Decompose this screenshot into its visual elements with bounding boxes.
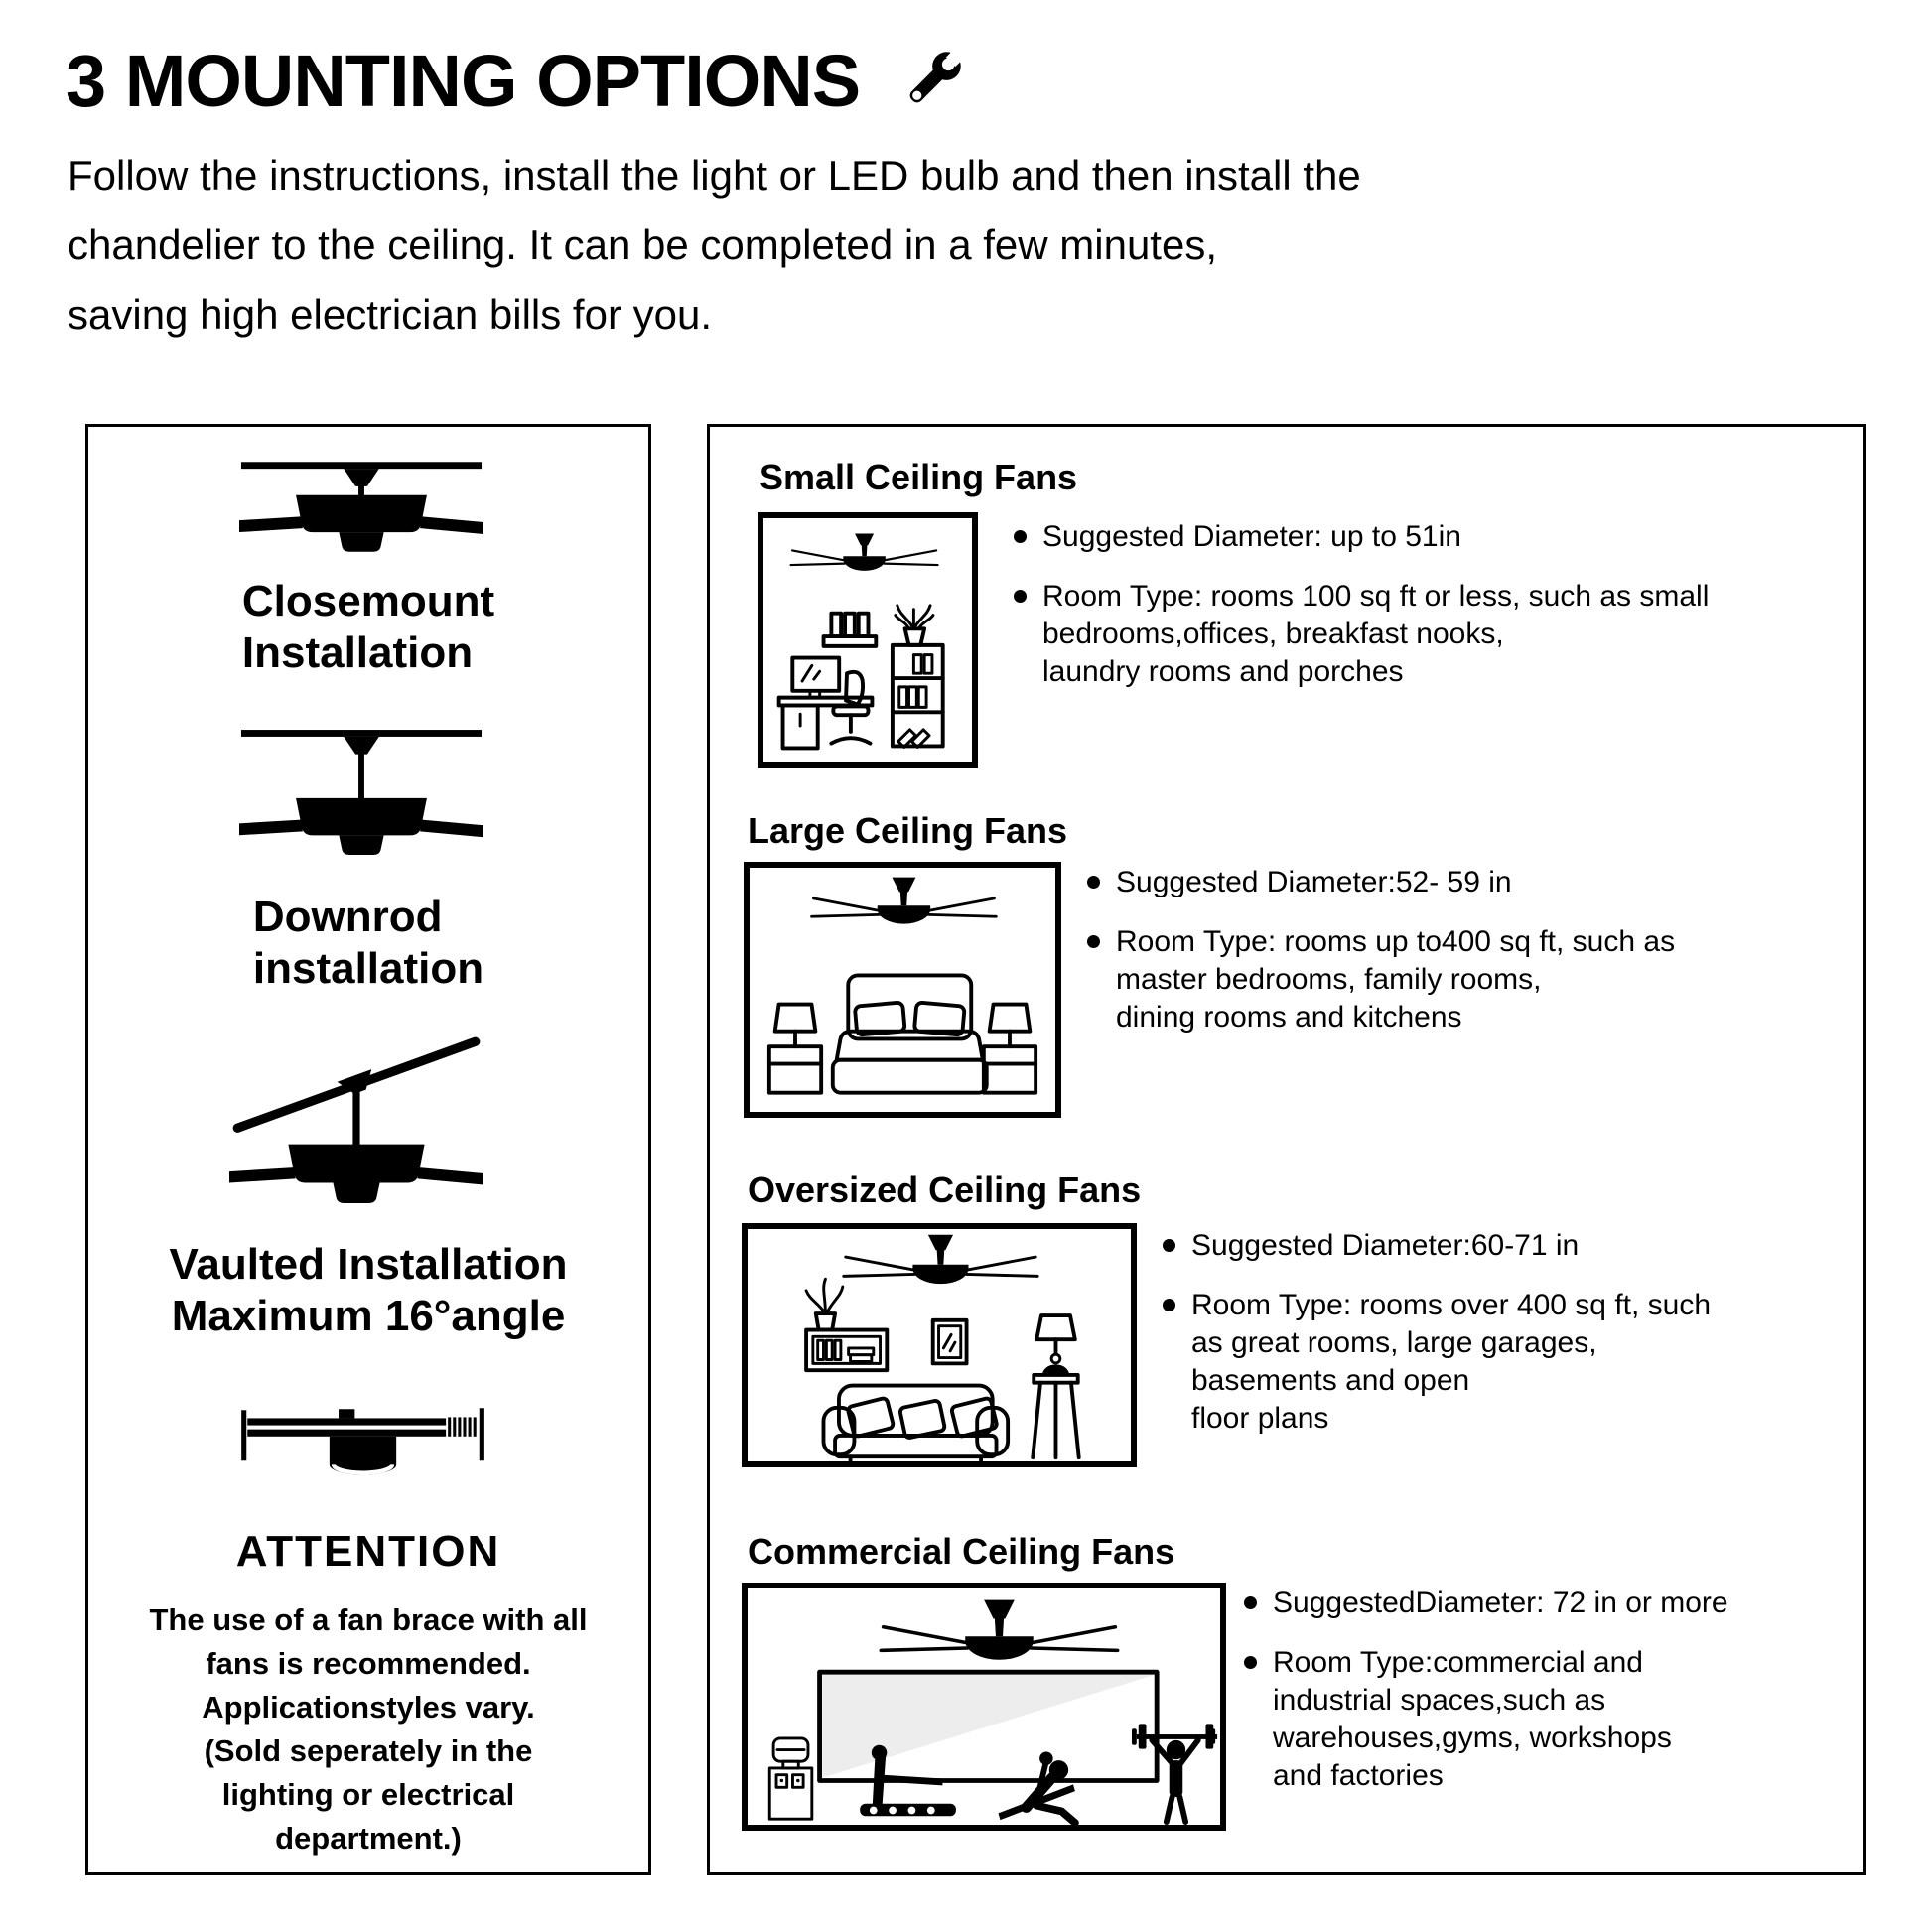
closemount-fan-icon: [239, 462, 483, 555]
intro-line: Follow the instructions, install the light or LED bulb and then install the: [68, 152, 1361, 199]
living-room-illustration: [742, 1223, 1137, 1467]
wrench-icon: [890, 36, 973, 127]
bullet-item: Suggested Diameter:52- 59 in: [1087, 864, 1675, 901]
bullet-dot: [1014, 530, 1027, 543]
small-fan-bullets: [1014, 518, 1709, 691]
bullet-dot: [1087, 876, 1100, 889]
section-heading-small: Small Ceiling Fans: [759, 457, 1078, 497]
oversized-fan-bullets: [1163, 1227, 1711, 1438]
intro-line: chandelier to the ceiling. It can be completed in a few minutes,: [68, 221, 1217, 268]
bullet-dot: [1163, 1239, 1175, 1252]
attention-heading: ATTENTION: [235, 1527, 501, 1576]
bullet-dot: [1244, 1656, 1257, 1669]
mounting-options-panel: [85, 424, 651, 1875]
commercial-fan-bullets: [1244, 1585, 1728, 1795]
bullet-item: Room Type: rooms over 400 sq ft, such as great rooms, large garages, basements and open floor plans: [1163, 1287, 1711, 1438]
option-label-downrod: Downrod installation: [252, 893, 484, 993]
bullet-item: Room Type: rooms 100 sq ft or less, such as small bedrooms,offices, breakfast nooks, laundry rooms and porches: [1014, 578, 1709, 691]
bullet-item: Suggested Diameter: up to 51in: [1014, 518, 1709, 556]
bullet-dot: [1014, 590, 1027, 603]
gym-illustration: [742, 1583, 1226, 1831]
small-room-illustration: [758, 512, 978, 768]
downrod-fan-icon: [239, 730, 483, 859]
page-title-row: [66, 36, 973, 127]
bullet-item: Room Type:commercial and industrial spaces,such as warehouses,gyms, workshops and factories: [1244, 1644, 1728, 1795]
section-heading-oversized: Oversized Ceiling Fans: [748, 1170, 1142, 1210]
bullet-dot: [1087, 935, 1100, 948]
bullet-dot: [1163, 1299, 1175, 1311]
bullet-dot: [1244, 1596, 1257, 1609]
option-label-vaulted: Vaulted Installation Maximum 16°angle: [169, 1240, 568, 1340]
bullet-item: SuggestedDiameter: 72 in or more: [1244, 1585, 1728, 1622]
fan-size-guide-panel: [707, 424, 1866, 1875]
large-fan-bullets: [1087, 864, 1675, 1036]
attention-body: The use of a fan brace with all fans is recommended. Applicationstyles vary. (Sold seperately in the lighting or electrical department.): [149, 1602, 588, 1856]
bullet-item: Suggested Diameter:60-71 in: [1163, 1227, 1711, 1265]
page-title: 3 MOUNTING OPTIONS: [66, 40, 861, 122]
section-heading-commercial: Commercial Ceiling Fans: [748, 1531, 1175, 1572]
option-label-closemount: Closemount Installation: [241, 577, 495, 677]
bedroom-illustration: [744, 862, 1061, 1118]
intro-line: saving high electrician bills for you.: [68, 291, 712, 338]
section-heading-large: Large Ceiling Fans: [748, 810, 1068, 851]
intro-paragraph: [68, 141, 1361, 349]
vaulted-fan-icon: [229, 1031, 483, 1203]
bullet-item: Room Type: rooms up to400 sq ft, such as master bedrooms, family rooms, dining rooms and kitchens: [1087, 923, 1675, 1036]
fan-brace-icon: [233, 1406, 491, 1489]
